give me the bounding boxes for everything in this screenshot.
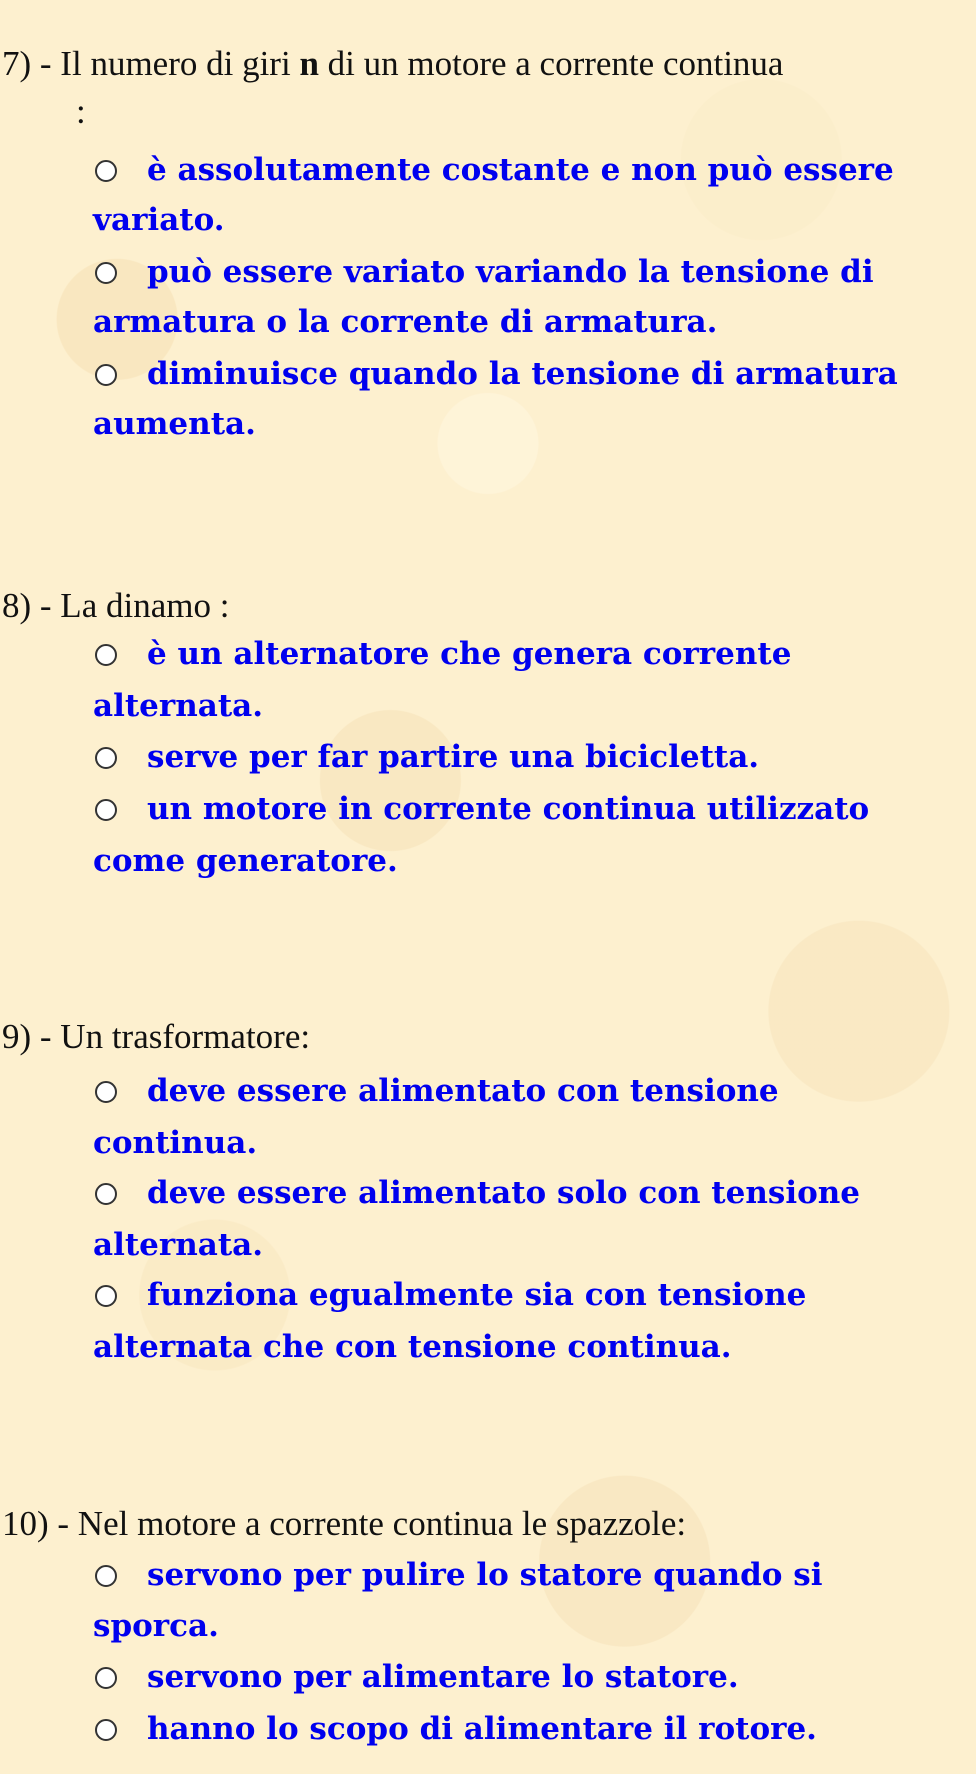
- option-text: diminuisce quando la tensione di armatura: [147, 356, 898, 392]
- question-title-part: di un motore a corrente continua: [318, 44, 784, 83]
- option-text: un motore in corrente continua utilizzato: [147, 791, 870, 827]
- option-text: è un alternatore che genera corrente: [147, 636, 792, 672]
- question-title: 10) - Nel motore a corrente continua le spazzole:: [2, 1504, 687, 1543]
- radio-button[interactable]: [95, 364, 117, 386]
- radio-button[interactable]: [95, 262, 117, 284]
- option-text: può essere variato variando la tensione di: [147, 254, 874, 290]
- option-text: servono per pulire lo statore quando si: [147, 1557, 823, 1593]
- radio-button[interactable]: [95, 1285, 117, 1307]
- radio-button[interactable]: [95, 1667, 117, 1689]
- option-text: è assolutamente costante e non può essere: [147, 152, 894, 188]
- radio-button[interactable]: [95, 747, 117, 769]
- radio-button[interactable]: [95, 644, 117, 666]
- option-text: hanno lo scopo di alimentare il rotore.: [147, 1711, 817, 1747]
- option-text: deve essere alimentato solo con tensione: [147, 1175, 861, 1211]
- option-text: continua.: [93, 1125, 258, 1161]
- question-title: 8) - La dinamo :: [2, 586, 230, 625]
- question-title: [2, 42, 783, 86]
- option-text: sporca.: [93, 1608, 219, 1644]
- option-text: aumenta.: [93, 406, 256, 442]
- radio-button[interactable]: [95, 1183, 117, 1205]
- question-title: 9) - Un trasformatore:: [2, 1017, 311, 1056]
- option-text: servono per alimentare lo statore.: [147, 1659, 739, 1695]
- option-text: armatura o la corrente di armatura.: [93, 304, 718, 340]
- radio-button[interactable]: [95, 1565, 117, 1587]
- radio-button[interactable]: [95, 160, 117, 182]
- option-text: serve per far partire una bicicletta.: [147, 739, 760, 775]
- option-text: come generatore.: [93, 843, 398, 879]
- question-title-part: 7) - Il numero di giri: [2, 44, 300, 83]
- option-text: alternata.: [93, 1227, 264, 1263]
- option-text: deve essere alimentato con tensione: [147, 1073, 779, 1109]
- option-text: variato.: [93, 202, 225, 238]
- question-title-continuation: :: [76, 92, 86, 131]
- radio-button[interactable]: [95, 1719, 117, 1741]
- question-title-bold: n: [299, 44, 319, 83]
- radio-button[interactable]: [95, 799, 117, 821]
- option-text: alternata che con tensione continua.: [93, 1329, 732, 1365]
- option-text: funziona egualmente sia con tensione: [147, 1277, 807, 1313]
- radio-button[interactable]: [95, 1081, 117, 1103]
- option-text: alternata.: [93, 688, 264, 724]
